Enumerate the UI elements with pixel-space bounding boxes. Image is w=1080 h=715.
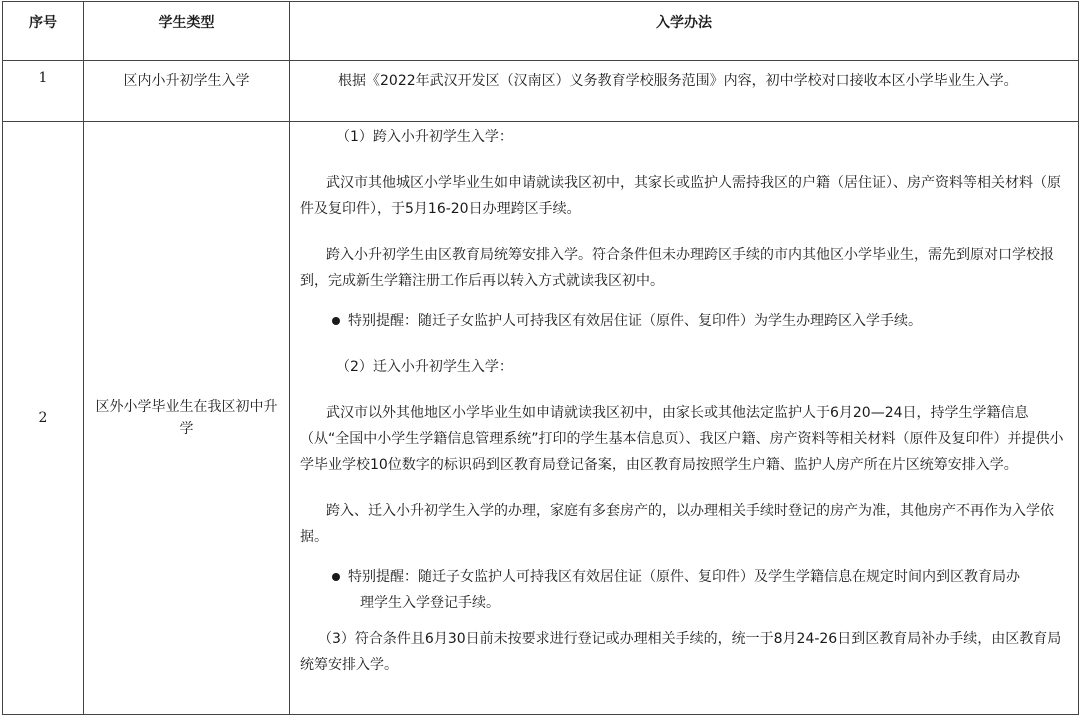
section-2-paragraph-1: 武汉市以外其他地区小学毕业生如申请就读我区初中，由家长或其他法定监护人于6月20—24日，持学生学籍信息（从“全国中小学生学籍信息管理系统”打印的学生基本信息页）、我区户籍、房产资料等相关材料（原件及复印件）并提供小学毕业学校10位数字的标识码到区教育局登记备案，由区教育局按照学生户籍、监护人房产所在片区统筹安排入学。 xyxy=(300,405,1064,473)
header-index: 序号 xyxy=(3,2,84,61)
row-method xyxy=(290,122,1079,715)
row-index: 2 xyxy=(3,122,84,715)
row-method: 根据《2022年武汉开发区（汉南区）义务教育学校服务范围》内容，初中学校对口接收本区小学毕业生入学。 xyxy=(290,61,1079,122)
table-row xyxy=(3,61,1079,122)
reminder-text: 特别提醒：随迁子女监护人可持我区有效居住证（原件、复印件）为学生办理跨区入学手续。 xyxy=(348,313,922,329)
section-3-paragraph: （3）符合条件且6月30日前未按要求进行登记或办理相关手续的，统一于8月24-26日到区教育局补办手续，由区教育局统筹安排入学。 xyxy=(300,631,1062,673)
bullet-icon xyxy=(332,317,340,325)
enrollment-policy-table xyxy=(2,1,1079,715)
row-index: 1 xyxy=(3,61,84,122)
reminder-text-line2: 理学生入学登记手续。 xyxy=(360,595,500,611)
section-1-paragraph-2: 跨入小升初学生由区教育局统筹安排入学。符合条件但未办理跨区手续的市内其他区小学毕业生，需先到原对口学校报到，完成新生学籍注册工作后再以转入方式就读我区初中。 xyxy=(300,247,1054,289)
reminder-text-line1: 特别提醒：随迁子女监护人可持我区有效居住证（原件、复印件）及学生学籍信息在规定时间内到区教育局办 xyxy=(348,569,1020,585)
section-1-reminder xyxy=(300,308,1068,334)
section-1-title: （1）跨入小升初学生入学： xyxy=(336,129,513,145)
header-enrollment-method: 入学办法 xyxy=(290,2,1079,61)
header-student-type: 学生类型 xyxy=(84,2,290,61)
table-header-row xyxy=(3,2,1079,61)
section-2-title: （2）迁入小升初学生入学： xyxy=(336,359,513,375)
table-row xyxy=(3,122,1079,715)
row-student-type: 区外小学毕业生在我区初中升学 xyxy=(84,122,290,715)
bullet-icon xyxy=(332,573,340,581)
row-student-type: 区内小升初学生入学 xyxy=(84,61,290,122)
section-2-reminder xyxy=(300,564,1068,616)
section-1-paragraph-1: 武汉市其他城区小学毕业生如申请就读我区初中，其家长或监护人需持我区的户籍（居住证）、房产资料等相关材料（原件及复印件），于5月16-20日办理跨区手续。 xyxy=(300,175,1061,217)
section-2-paragraph-2: 跨入、迁入小升初学生入学的办理，家庭有多套房产的，以办理相关手续时登记的房产为准，其他房产不再作为入学依据。 xyxy=(300,503,1054,545)
